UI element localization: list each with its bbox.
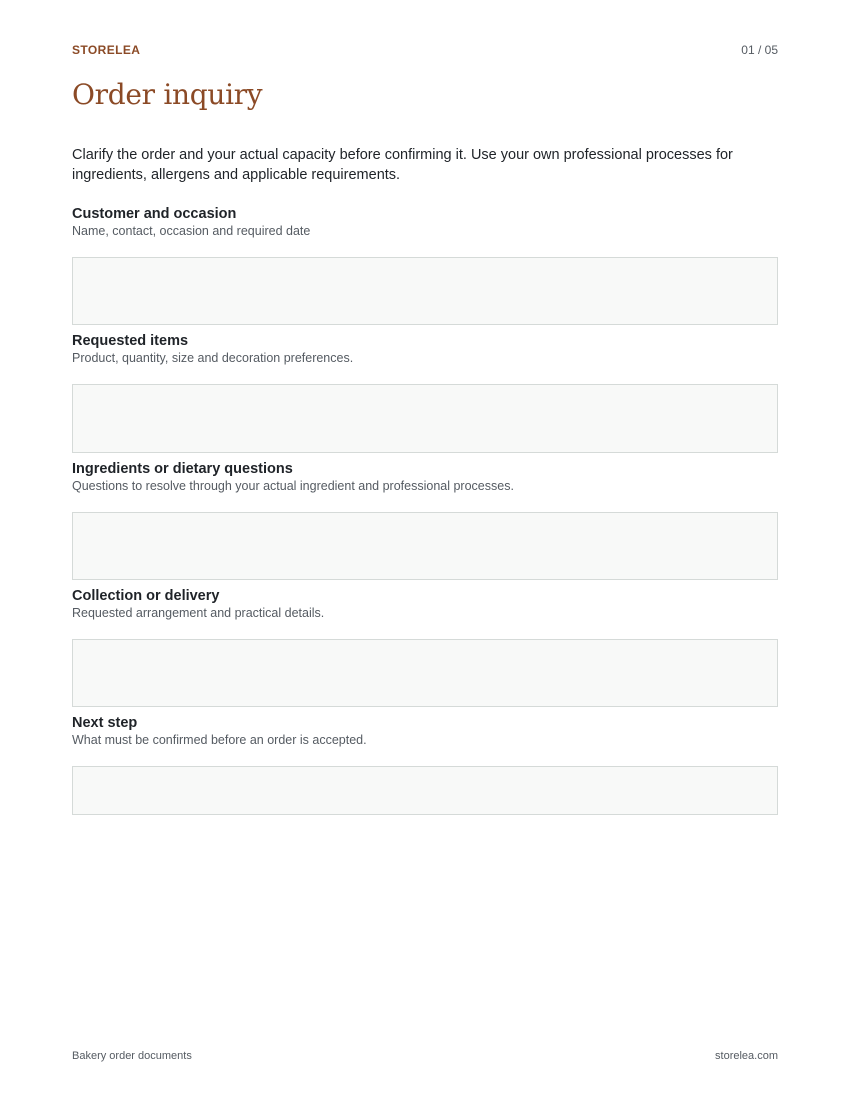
page-title: Order inquiry xyxy=(72,78,263,111)
intro-text: Clarify the order and your actual capacity before confirming it. Use your own professional processes for ingredients, allergens and applicable requirements. xyxy=(72,147,733,183)
section-label: Next step xyxy=(72,715,138,731)
customer-occasion-field[interactable] xyxy=(72,257,778,325)
section-ingredients-dietary xyxy=(72,460,778,494)
section-hint: Requested arrangement and practical details. xyxy=(72,606,325,620)
section-collection-delivery xyxy=(72,587,778,621)
section-label: Ingredients or dietary questions xyxy=(72,461,293,477)
section-label: Requested items xyxy=(72,333,189,349)
section-label: Customer and occasion xyxy=(72,206,237,222)
section-hint: Name, contact, occasion and required date xyxy=(72,224,311,238)
section-hint: Questions to resolve through your actual ingredient and professional processes. xyxy=(72,479,514,493)
requested-items-field[interactable] xyxy=(72,384,778,453)
section-hint: Product, quantity, size and decoration preferences. xyxy=(72,351,354,365)
ingredients-dietary-field[interactable] xyxy=(72,512,778,580)
section-requested-items xyxy=(72,332,778,366)
footer-website: storelea.com xyxy=(715,1050,778,1062)
section-label: Collection or delivery xyxy=(72,588,220,604)
section-customer-occasion xyxy=(72,205,778,239)
section-hint: What must be confirmed before an order is accepted. xyxy=(72,733,367,747)
collection-delivery-field[interactable] xyxy=(72,639,778,707)
brand-name: STORELEA xyxy=(72,43,141,57)
footer-document-label: Bakery order documents xyxy=(72,1050,192,1062)
next-step-field[interactable] xyxy=(72,766,778,815)
page-indicator: 01 / 05 xyxy=(741,43,778,57)
section-next-step xyxy=(72,714,778,748)
